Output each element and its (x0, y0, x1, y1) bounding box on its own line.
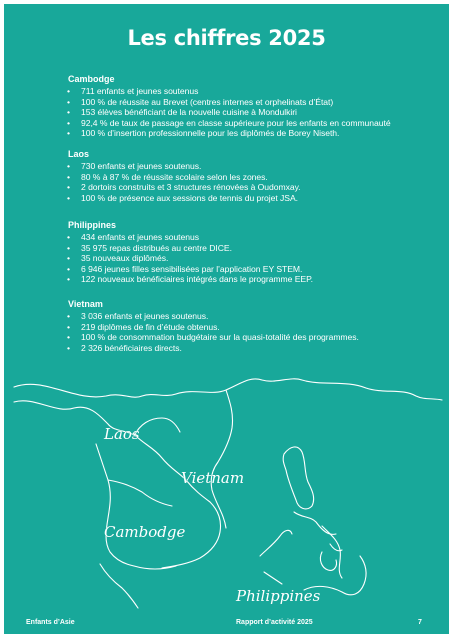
page-title: Les chiffres 2025 (127, 26, 326, 50)
map-label-cambodge: Cambodge (104, 523, 186, 541)
list-item: • 92,4 % de taux de passage en classe supérieure pour les enfants en communauté (66, 118, 436, 129)
list-item: • 3 036 enfants et jeunes soutenus. (66, 311, 436, 322)
list-item: • 122 nouveaux bénéficiaires intégrés dans le programme EEP. (66, 274, 436, 285)
list-item: • 80 % à 87 % de réussite scolaire selon les zones. (66, 172, 436, 183)
list-item: • 153 élèves bénéficiant de la nouvelle cuisine à Mondulkiri (66, 107, 436, 118)
list-item: • 2 dortoirs construits et 3 structures rénovées à Oudomxay. (66, 182, 436, 193)
list-item: • 100 % de consommation budgétaire sur la quasi-totalité des programmes. (66, 332, 436, 343)
footer-report-title: Rapport d’activité 2025 (236, 619, 313, 626)
list-item: • 100 % de présence aux sessions de tennis du projet JSA. (66, 193, 436, 204)
section-heading: Philippines (68, 220, 117, 230)
footer-organization: Enfants d’Asie (26, 619, 75, 626)
section-heading: Laos (68, 149, 90, 159)
section-heading: Vietnam (68, 299, 103, 309)
map-label-vietnam: Vietnam (181, 469, 245, 487)
list-item: • 434 enfants et jeunes soutenus (66, 232, 436, 243)
map-label-philippines: Philippines (236, 587, 321, 605)
list-item: • 2 326 bénéficiaires directs. (66, 343, 436, 354)
region-map (4, 4, 449, 634)
list-item: • 711 enfants et jeunes soutenus (66, 86, 436, 97)
list-item: • 100 % d’insertion professionnelle pour les diplômés de Borey Niseth. (66, 128, 436, 139)
list-item: • 6 946 jeunes filles sensibilisées par l’application EY STEM. (66, 264, 436, 275)
report-page (4, 4, 449, 634)
map-outline (14, 379, 442, 608)
list-item: • 35 975 repas distribués au centre DICE. (66, 243, 436, 254)
map-label-laos: Laos (104, 425, 140, 443)
list-item: • 219 diplômes de fin d’étude obtenus. (66, 322, 436, 333)
section-heading: Cambodge (68, 74, 115, 84)
list-item: • 35 nouveaux diplômés. (66, 253, 436, 264)
list-item: • 100 % de réussite au Brevet (centres internes et orphelinats d’État) (66, 97, 436, 108)
list-item: • 730 enfants et jeunes soutenus. (66, 161, 436, 172)
page-number: 7 (418, 619, 422, 626)
